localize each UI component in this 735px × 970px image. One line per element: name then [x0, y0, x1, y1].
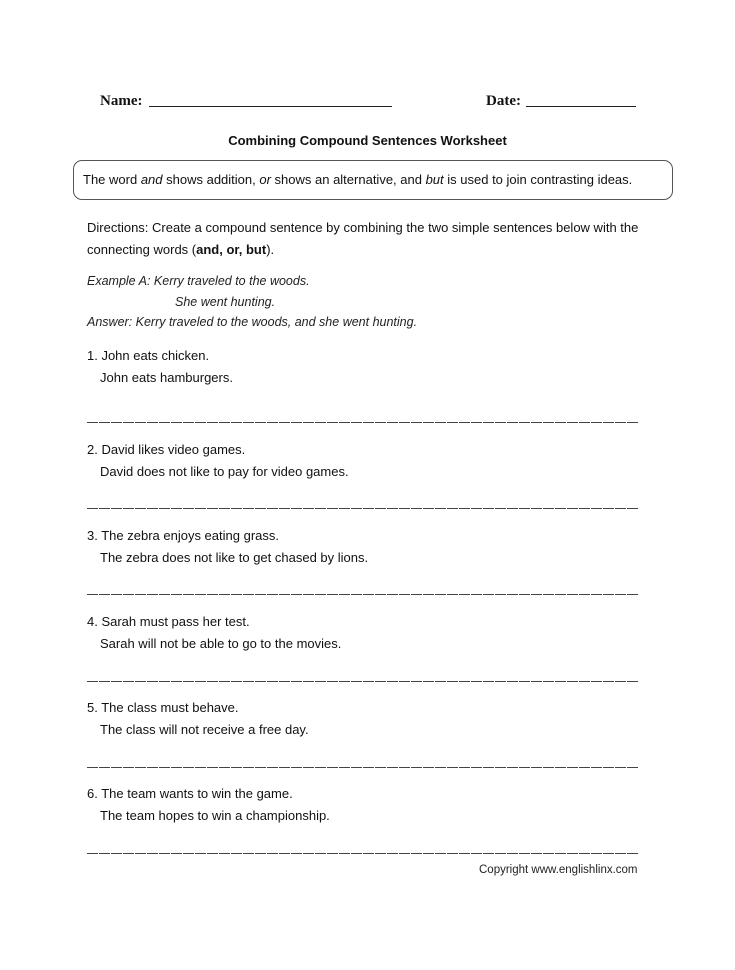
note-text: shows addition,: [162, 172, 260, 187]
item-sentence-2: The team hopes to win a championship.: [100, 808, 330, 823]
exercise-item-4: [87, 611, 647, 655]
answer-line-6[interactable]: [87, 853, 638, 854]
answer-line-2[interactable]: [87, 508, 638, 509]
exercise-item-3: [87, 525, 647, 569]
item-sentence-2: The class will not receive a free day.: [100, 722, 309, 737]
item-sentence-2: The zebra does not like to get chased by lions.: [100, 550, 369, 565]
copyright-notice: Copyright www.englishlinx.com: [479, 864, 638, 876]
answer-line-3[interactable]: [87, 594, 638, 595]
item-sentence-2: David does not like to pay for video games.: [100, 464, 349, 479]
item-sentence-2: Sarah will not be able to go to the movies.: [100, 636, 342, 651]
example-block: [87, 271, 417, 333]
example-line-2: She went hunting.: [175, 294, 276, 309]
exercise-item-2: [87, 439, 647, 483]
date-label: Date:: [486, 93, 521, 109]
directions-text: Directions: Create a compound sentence by combining the two simple sentences below with the connecting words (: [87, 220, 639, 257]
answer-line-5[interactable]: [87, 767, 638, 768]
item-sentence-1: 4. Sarah must pass her test.: [87, 614, 250, 629]
date-field[interactable]: [526, 106, 636, 107]
note-text: shows an alternative, and: [270, 172, 426, 187]
item-sentence-1: 3. The zebra enjoys eating grass.: [87, 528, 279, 543]
item-sentence-1: 1. John eats chicken.: [87, 348, 210, 363]
directions: [87, 217, 657, 261]
item-sentence-1: 6. The team wants to win the game.: [87, 786, 293, 801]
item-sentence-1: 2. David likes video games.: [87, 442, 246, 457]
note-text: The word: [83, 172, 141, 187]
exercise-item-5: [87, 697, 647, 741]
directions-end: ).: [266, 242, 275, 257]
example-answer: Answer: Kerry traveled to the woods, and she went hunting.: [87, 315, 418, 329]
answer-line-1[interactable]: [87, 422, 638, 423]
item-sentence-2: John eats hamburgers.: [100, 370, 233, 385]
answer-line-4[interactable]: [87, 681, 638, 682]
name-field[interactable]: [149, 106, 392, 107]
note-text: is used to join contrasting ideas.: [443, 172, 633, 187]
exercise-item-1: [87, 345, 647, 389]
example-line-1: Example A: Kerry traveled to the woods.: [87, 274, 310, 288]
note-word-or: or: [259, 172, 271, 187]
conjunction-note-box: [73, 160, 673, 200]
worksheet-title: Combining Compound Sentences Worksheet: [228, 133, 507, 148]
name-label: Name:: [100, 93, 143, 109]
note-word-but: but: [425, 172, 444, 187]
exercise-item-6: [87, 783, 647, 827]
note-word-and: and: [140, 172, 163, 187]
item-sentence-1: 5. The class must behave.: [87, 700, 239, 715]
directions-connecting-words: and, or, but: [196, 242, 267, 257]
